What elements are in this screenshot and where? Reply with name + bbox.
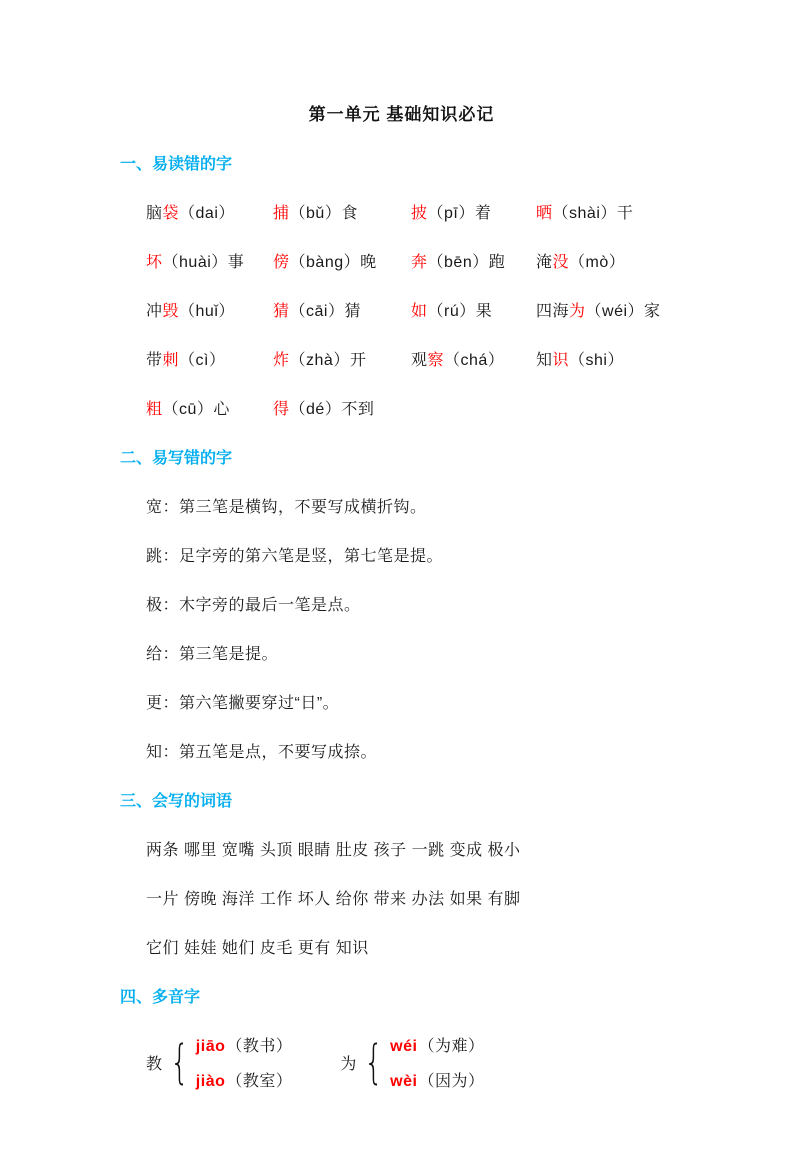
section-3-heading: 三、会写的词语: [120, 793, 233, 810]
word-text: （shài）干: [552, 205, 634, 222]
word-entry: [273, 347, 411, 370]
highlighted-char: 刺: [162, 352, 180, 369]
stroke-note-line: 宽：第三笔是横钩，不要写成横折钩。: [146, 499, 427, 516]
polyphone-group-jiao: [146, 1033, 292, 1091]
word-entry: [146, 347, 273, 370]
word-text: 带: [146, 352, 163, 369]
word-entry: [273, 298, 411, 321]
polyphone-word: （因为）: [418, 1073, 485, 1090]
word-text: （chá）: [444, 352, 505, 369]
word-text: （cì）: [179, 352, 226, 369]
word-entry: [536, 249, 683, 272]
word-text: （cāi）猜: [289, 303, 361, 320]
section-1-heading: 一、易读错的字: [120, 156, 233, 173]
highlighted-char: 如: [411, 303, 428, 320]
highlighted-char: 识: [552, 352, 570, 369]
polyphone-word: （为难）: [418, 1038, 485, 1055]
word-text: 观: [411, 352, 428, 369]
polyphone-readings: [390, 1033, 484, 1091]
word-list-line: 两条 哪里 宽嘴 头顶 眼睛 肚皮 孩子 一跳 变成 极小: [146, 842, 521, 859]
section-2-heading: 二、易写错的字: [120, 450, 233, 467]
polyphone-reading: [196, 1033, 293, 1056]
section-4-heading: 四、多音字: [120, 989, 201, 1006]
highlighted-char: 炸: [273, 352, 290, 369]
word-text: （dai）: [179, 205, 235, 222]
word-text: 淹: [536, 254, 553, 271]
polyphone-pinyin: jiào: [195, 1073, 226, 1090]
highlighted-char: 袋: [162, 205, 180, 222]
word-entry: [411, 249, 536, 272]
highlighted-char: 毁: [162, 303, 180, 320]
word-text: （huǐ）: [179, 303, 235, 320]
highlighted-char: 为: [569, 303, 586, 320]
highlighted-char: 猜: [273, 303, 290, 320]
word-text: （pī）着: [427, 205, 492, 222]
highlighted-char: 察: [427, 352, 445, 369]
word-text: （wéi）家: [585, 303, 661, 320]
word-text: 四海: [536, 303, 570, 320]
stroke-note-line: 跳：足字旁的第六笔是竖，第七笔是提。: [146, 548, 444, 565]
word-text: （mò）: [569, 254, 626, 271]
word-text: （rú）果: [427, 303, 493, 320]
polyphone-readings: [196, 1033, 293, 1091]
polyphone-word: （教书）: [226, 1038, 293, 1055]
polyphone-word: （教室）: [226, 1073, 293, 1090]
word-entry: [411, 347, 536, 370]
polyphone-row: [146, 1033, 683, 1091]
word-text: （shi）: [569, 352, 624, 369]
highlighted-char: 傍: [273, 254, 290, 271]
word-text: （bǔ）食: [289, 205, 358, 222]
word-list-line: 它们 娃娃 她们 皮毛 更有 知识: [146, 940, 369, 957]
polyphone-reading: [196, 1068, 293, 1091]
word-grid: [146, 200, 683, 419]
word-entry: [536, 298, 683, 321]
polyphone-pinyin: jiāo: [195, 1038, 226, 1055]
polyphone-group-wei: [340, 1033, 484, 1091]
word-entry: [273, 200, 411, 223]
document-title: 第一单元 基础知识必记: [308, 105, 495, 124]
highlighted-char: 奔: [411, 254, 428, 271]
word-text: （bēn）跑: [427, 254, 506, 271]
word-text: （cū）心: [162, 401, 230, 418]
word-entry: [146, 298, 273, 321]
polyphone-pinyin: wéi: [390, 1038, 418, 1055]
word-text: 冲: [146, 303, 163, 320]
word-text: 知: [536, 352, 553, 369]
word-entry: [536, 347, 683, 370]
highlighted-char: 披: [411, 205, 428, 222]
word-text: （huài）事: [162, 254, 245, 271]
word-text: （bàng）晚: [289, 254, 377, 271]
word-text: （dé）不到: [289, 401, 375, 418]
word-entry: [536, 200, 683, 223]
polyphone-pinyin: wèi: [390, 1073, 418, 1090]
highlighted-char: 粗: [146, 401, 163, 418]
word-entry: [411, 200, 536, 223]
stroke-note-line: 极：木字旁的最后一笔是点。: [146, 597, 361, 614]
word-text: （zhà）开: [289, 352, 367, 369]
highlighted-char: 没: [552, 254, 570, 271]
word-entry: [146, 249, 273, 272]
highlighted-char: 捕: [273, 205, 290, 222]
polyphone-char: 为: [340, 1055, 357, 1073]
word-entry: [146, 396, 273, 419]
highlighted-char: 晒: [536, 205, 553, 222]
word-entry: [273, 396, 411, 419]
highlighted-char: 得: [273, 401, 290, 418]
polyphone-reading: [390, 1068, 484, 1091]
polyphone-reading: [390, 1033, 484, 1056]
stroke-note-line: 更：第六笔撇要穿过“日”。: [146, 695, 340, 712]
polyphone-char: 教: [146, 1055, 163, 1073]
highlighted-char: 坏: [146, 254, 163, 271]
stroke-note-line: 给：第三笔是提。: [146, 646, 279, 663]
word-list-line: 一片 傍晚 海洋 工作 坏人 给你 带来 办法 如果 有脚: [146, 891, 521, 908]
word-text: 脑: [146, 205, 163, 222]
word-entry: [411, 298, 536, 321]
word-entry: [146, 200, 273, 223]
word-entry: [273, 249, 411, 272]
brace-icon: {: [169, 1035, 189, 1089]
brace-icon: {: [364, 1035, 384, 1089]
stroke-note-line: 知：第五笔是点，不要写成捺。: [146, 744, 378, 761]
